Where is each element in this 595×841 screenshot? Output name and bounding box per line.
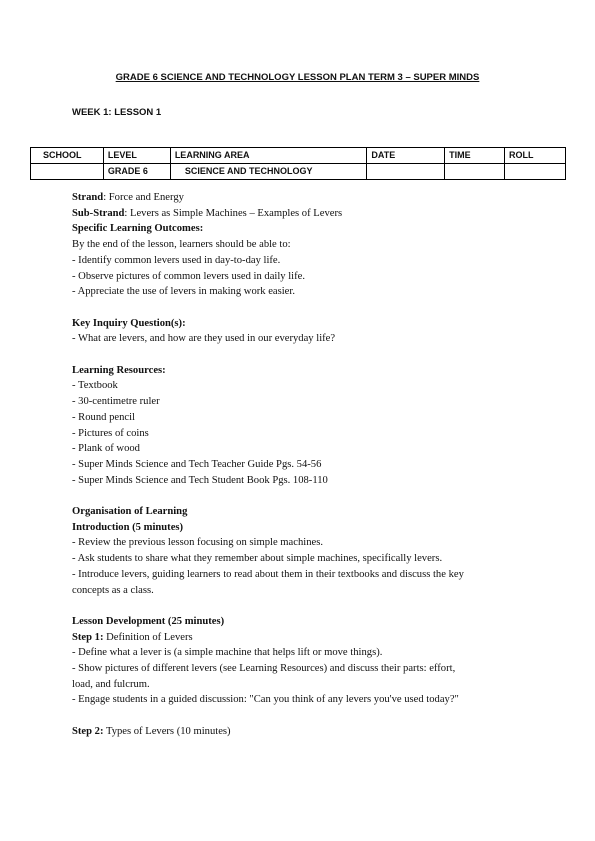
- resources-heading: Learning Resources:: [72, 364, 166, 376]
- list-item: - Round pencil: [72, 411, 135, 423]
- page-title: GRADE 6 SCIENCE AND TECHNOLOGY LESSON PLAN TERM 3 – SUPER MINDS: [115, 72, 480, 83]
- lesson-content: [72, 190, 532, 740]
- week-lesson-heading: WEEK 1: LESSON 1: [72, 107, 162, 118]
- table-cell: GRADE 6: [103, 164, 170, 180]
- table-header-cell: LEVEL: [103, 148, 170, 164]
- table-header-cell: TIME: [445, 148, 505, 164]
- introduction-heading: Introduction (5 minutes): [72, 521, 184, 533]
- table-header-row: [31, 148, 566, 164]
- table-header-cell: ROLL: [505, 148, 566, 164]
- substrand-line: [72, 206, 532, 222]
- list-item: - Appreciate the use of levers in making work easier.: [72, 286, 295, 298]
- outcomes-heading: Specific Learning Outcomes:: [72, 223, 204, 235]
- table-cell: [367, 164, 445, 180]
- outcomes-intro: By the end of the lesson, learners should be able to:: [72, 239, 291, 251]
- list-item: - Super Minds Science and Tech Student Book Pgs. 108-110: [72, 474, 328, 486]
- inquiry-heading: Key Inquiry Question(s):: [72, 317, 186, 329]
- strand-line: [72, 190, 532, 206]
- list-item: - Review the previous lesson focusing on simple machines.: [72, 537, 323, 549]
- list-item: - Ask students to share what they remember about simple machines, specifically levers.: [72, 553, 443, 565]
- list-item: - Engage students in a guided discussion: "Can you think of any levers you've used today?": [72, 694, 459, 706]
- step2-line: [72, 724, 532, 740]
- list-item: concepts as a class.: [72, 584, 154, 596]
- list-item: - Pictures of coins: [72, 427, 149, 439]
- development-heading: Lesson Development (25 minutes): [72, 615, 225, 627]
- lesson-info-table: [30, 147, 566, 180]
- list-item: - Textbook: [72, 380, 118, 392]
- table-cell: [445, 164, 505, 180]
- table-cell: [505, 164, 566, 180]
- substrand-label: Sub-Strand: [72, 207, 125, 219]
- step1-line: [72, 630, 532, 646]
- step1-label: Step 1:: [72, 631, 104, 643]
- list-item: - Observe pictures of common levers used in daily life.: [72, 270, 305, 282]
- list-item: - Super Minds Science and Tech Teacher Guide Pgs. 54-56: [72, 458, 322, 470]
- step2-label: Step 2:: [72, 725, 104, 737]
- list-item: - Define what a lever is (a simple machine that helps lift or move things).: [72, 647, 383, 659]
- table-row: [31, 164, 566, 180]
- table-header-cell: LEARNING AREA: [170, 148, 367, 164]
- table-cell: SCIENCE AND TECHNOLOGY: [170, 164, 367, 180]
- strand-value: : Force and Energy: [103, 192, 184, 203]
- step1-text: Definition of Levers: [103, 631, 193, 643]
- table-header-cell: SCHOOL: [31, 148, 104, 164]
- list-item: - Identify common levers used in day-to-day life.: [72, 254, 281, 266]
- list-item: - Show pictures of different levers (see Learning Resources) and discuss their parts: effort,: [72, 663, 456, 675]
- organisation-heading: Organisation of Learning: [72, 506, 188, 518]
- list-item: - 30-centimetre ruler: [72, 396, 160, 408]
- list-item: - Plank of wood: [72, 443, 140, 455]
- list-item: load, and fulcrum.: [72, 678, 150, 690]
- table-cell: [31, 164, 104, 180]
- step2-text: Types of Levers (10 minutes): [103, 725, 231, 737]
- list-item: - What are levers, and how are they used in our everyday life?: [72, 333, 336, 345]
- substrand-value: : Levers as Simple Machines – Examples of Levers: [124, 207, 343, 219]
- list-item: - Introduce levers, guiding learners to read about them in their textbooks and discuss the key: [72, 568, 464, 580]
- strand-label: Strand: [72, 192, 104, 203]
- table-header-cell: DATE: [367, 148, 445, 164]
